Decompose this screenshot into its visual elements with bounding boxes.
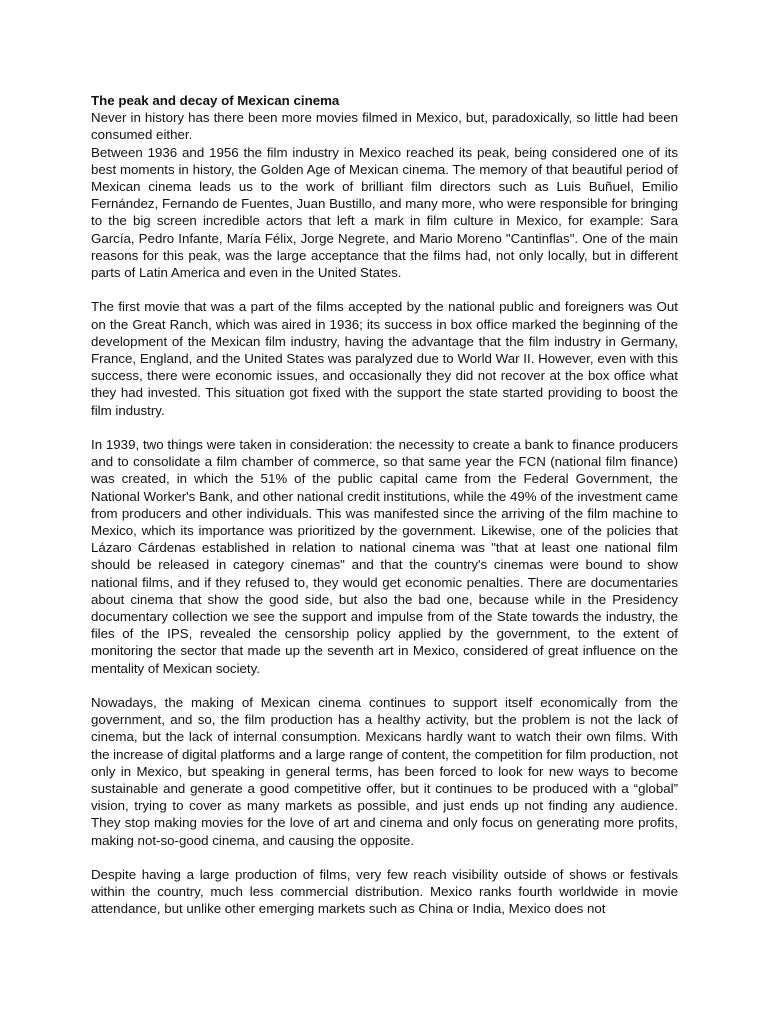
paragraph-spacer bbox=[91, 281, 678, 298]
paragraph-nowadays: Nowadays, the making of Mexican cinema continues to support itself economically from the government, and so, the film production has a healthy activity, but the problem is not the lack of cinema, but the lack of internal consumption. Mexicans hardly want to watch their own films. With the increase of digital platforms and a large range of content, the competition for film production, not only in Mexico, but speaking in general terms, has been forced to look for new ways to become sustainable and generate a good competitive offer, but it continues to be produced with a “global” vision, trying to cover as many markets as possible, and just ends up not finding any audience. They stop making movies for the love of art and cinema and only focus on generating more profits, making not-so-good cinema, and causing the opposite. bbox=[91, 695, 678, 848]
paragraph-intro: Never in history has there been more movies filmed in Mexico, but, paradoxically, so little had been consumed either. bbox=[91, 110, 678, 143]
paragraph-spacer bbox=[91, 677, 678, 694]
paragraph-spacer bbox=[91, 419, 678, 436]
paragraph-golden-age: Between 1936 and 1956 the film industry in Mexico reached its peak, being considered one of its best moments in history, the Golden Age of Mexican cinema. The memory of that beautiful period of Mexican cinema leads us to the work of brilliant film directors such as Luis Buñuel, Emilio Fernández, Fernando de Fuentes, Juan Bustillo, and many more, who were responsible for bringing to the big screen incredible actors that left a mark in film culture in Mexico, for example: Sara García, Pedro Infante, María Félix, Jorge Negrete, and Mario Moreno "Cantinflas". One of the main reasons for this peak, was the large acceptance that the films had, not only locally, but in different parts of Latin America and even in the United States. bbox=[91, 144, 678, 281]
paragraph-distribution: Despite having a large production of films, very few reach visibility outside of shows or festivals within the country, much less commercial distribution. Mexico ranks fourth worldwide in movie attendance, but unlike other emerging markets such as China or India, Mexico does not bbox=[91, 867, 678, 917]
document-page bbox=[91, 92, 678, 918]
document-title: The peak and decay of Mexican cinema bbox=[91, 93, 340, 108]
paragraph-first-movie: The first movie that was a part of the films accepted by the national public and foreigners was Out on the Great Ranch, which was aired in 1936; its success in box office marked the beginning of the development of the Mexican film industry, having the advantage that the film industry in Germany, France, England, and the United States was paralyzed due to World War II. However, even with this success, there were economic issues, and occasionally they did not recover at the box office what they had invested. This situation got fixed with the support the state started providing to boost the film industry. bbox=[91, 299, 678, 418]
paragraph-1939-policies: In 1939, two things were taken in consideration: the necessity to create a bank to finance producers and to consolidate a film chamber of commerce, so that same year the FCN (national film finance) was created, in which the 51% of the public capital came from the Federal Government, the National Worker's Bank, and other national credit institutions, while the 49% of the investment came from producers and other individuals. This was manifested since the arriving of the film machine to Mexico, which its importance was prioritized by the government. Likewise, one of the policies that Lázaro Cárdenas established in relation to national cinema was "that at least one national film should be released in category cinemas" and that the country's cinemas were bound to show national films, and if they refused to, they would get economic penalties. There are documentaries about cinema that show the good side, but also the bad one, because while in the Presidency documentary collection we see the support and impulse from of the State towards the industry, the files of the IPS, revealed the censorship policy applied by the government, to the extent of monitoring the sector that made up the seventh art in Mexico, considered of great influence on the mentality of Mexican society. bbox=[91, 437, 678, 676]
paragraph-spacer bbox=[91, 849, 678, 866]
